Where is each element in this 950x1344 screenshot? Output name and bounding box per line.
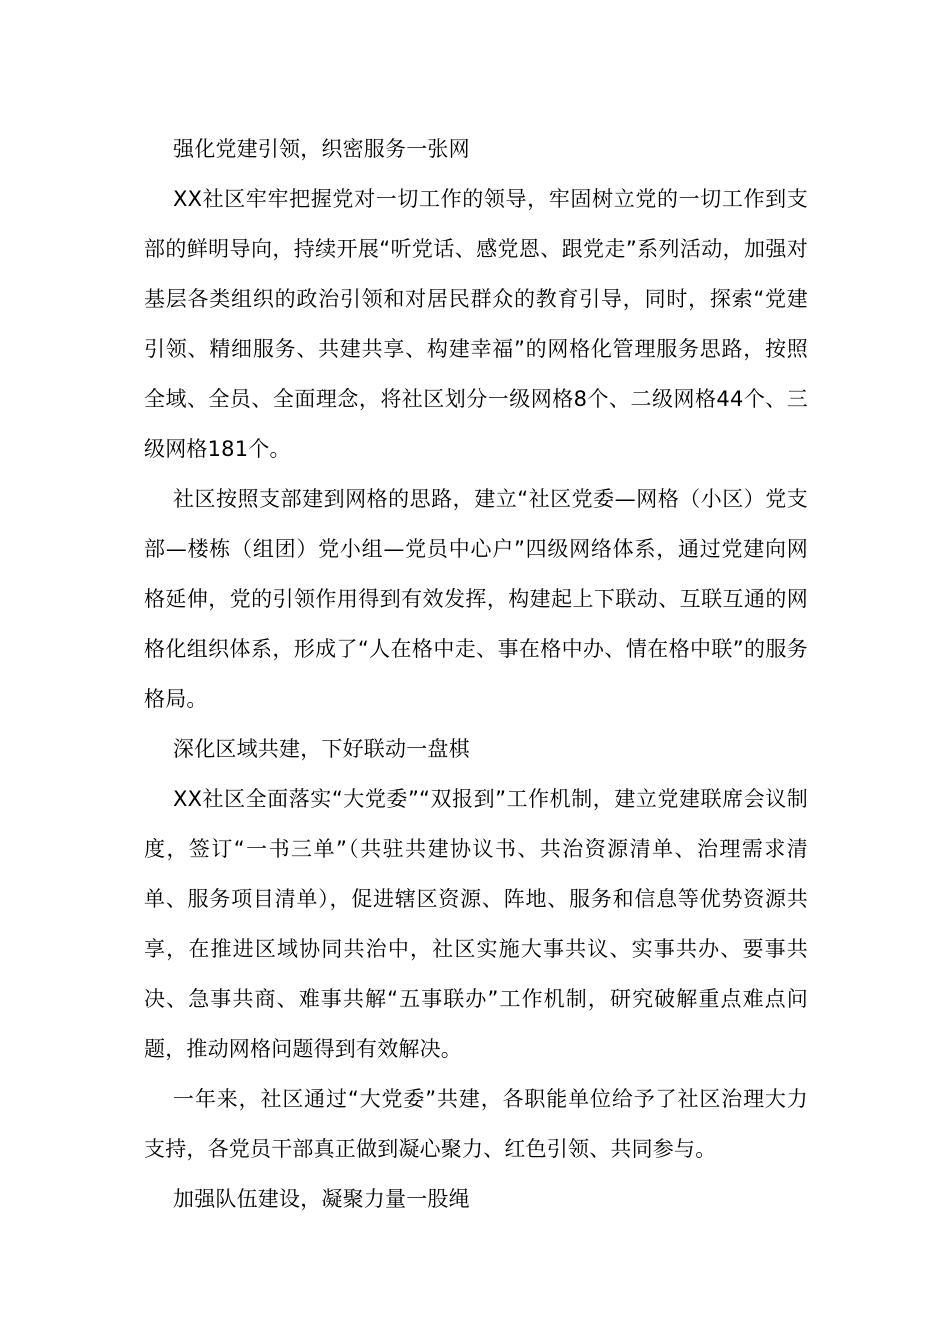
- document-page: [144, 124, 808, 1224]
- section-heading-3: 加强队伍建设，凝聚力量一股绳: [173, 1187, 470, 1211]
- body-paragraph-2: 社区按照支部建到网格的思路，建立“社区党委—网格（小区）党支部—楼栋（组团）党小组—党员中心户”四级网络体系，通过党建向网格延伸，党的引领作用得到有效发挥，构建起上下联动、互联互通的网格化组织体系，形成了“人在格中走、事在格中办、情在格中联”的服务格局。: [144, 487, 808, 711]
- body-paragraph-1: XX社区牢牢把握党对一切工作的领导，牢固树立党的一切工作到支部的鲜明导向，持续开展“听党话、感党恩、跟党走”系列活动，加强对基层各类组织的政治引领和对居民群众的教育引导，同时，探索“党建引领、精细服务、共建共享、构建幸福”的网格化管理服务思路，按照全域、全员、全面理念，将社区划分一级网格8个、二级网格44个、三级网格181个。: [144, 187, 808, 461]
- section-heading-1: 强化党建引领，织密服务一张网: [173, 137, 470, 161]
- section-heading-2: 深化区域共建，下好联动一盘棋: [173, 737, 470, 761]
- body-paragraph-3: XX社区全面落实“大党委”“双报到”工作机制，建立党建联席会议制度，签订“一书三单”（共驻共建协议书、共治资源清单、治理需求清单、服务项目清单），促进辖区资源、阵地、服务和信息等优势资源共享，在推进区域协同共治中，社区实施大事共议、实事共办、要事共决、急事共商、难事共解“五事联办”工作机制，研究破解重点难点问题，推动网格问题得到有效解决。: [144, 787, 808, 1061]
- body-paragraph-4: 一年来，社区通过“大党委”共建，各职能单位给予了社区治理大力支持，各党员干部真正做到凝心聚力、红色引领、共同参与。: [144, 1087, 808, 1161]
